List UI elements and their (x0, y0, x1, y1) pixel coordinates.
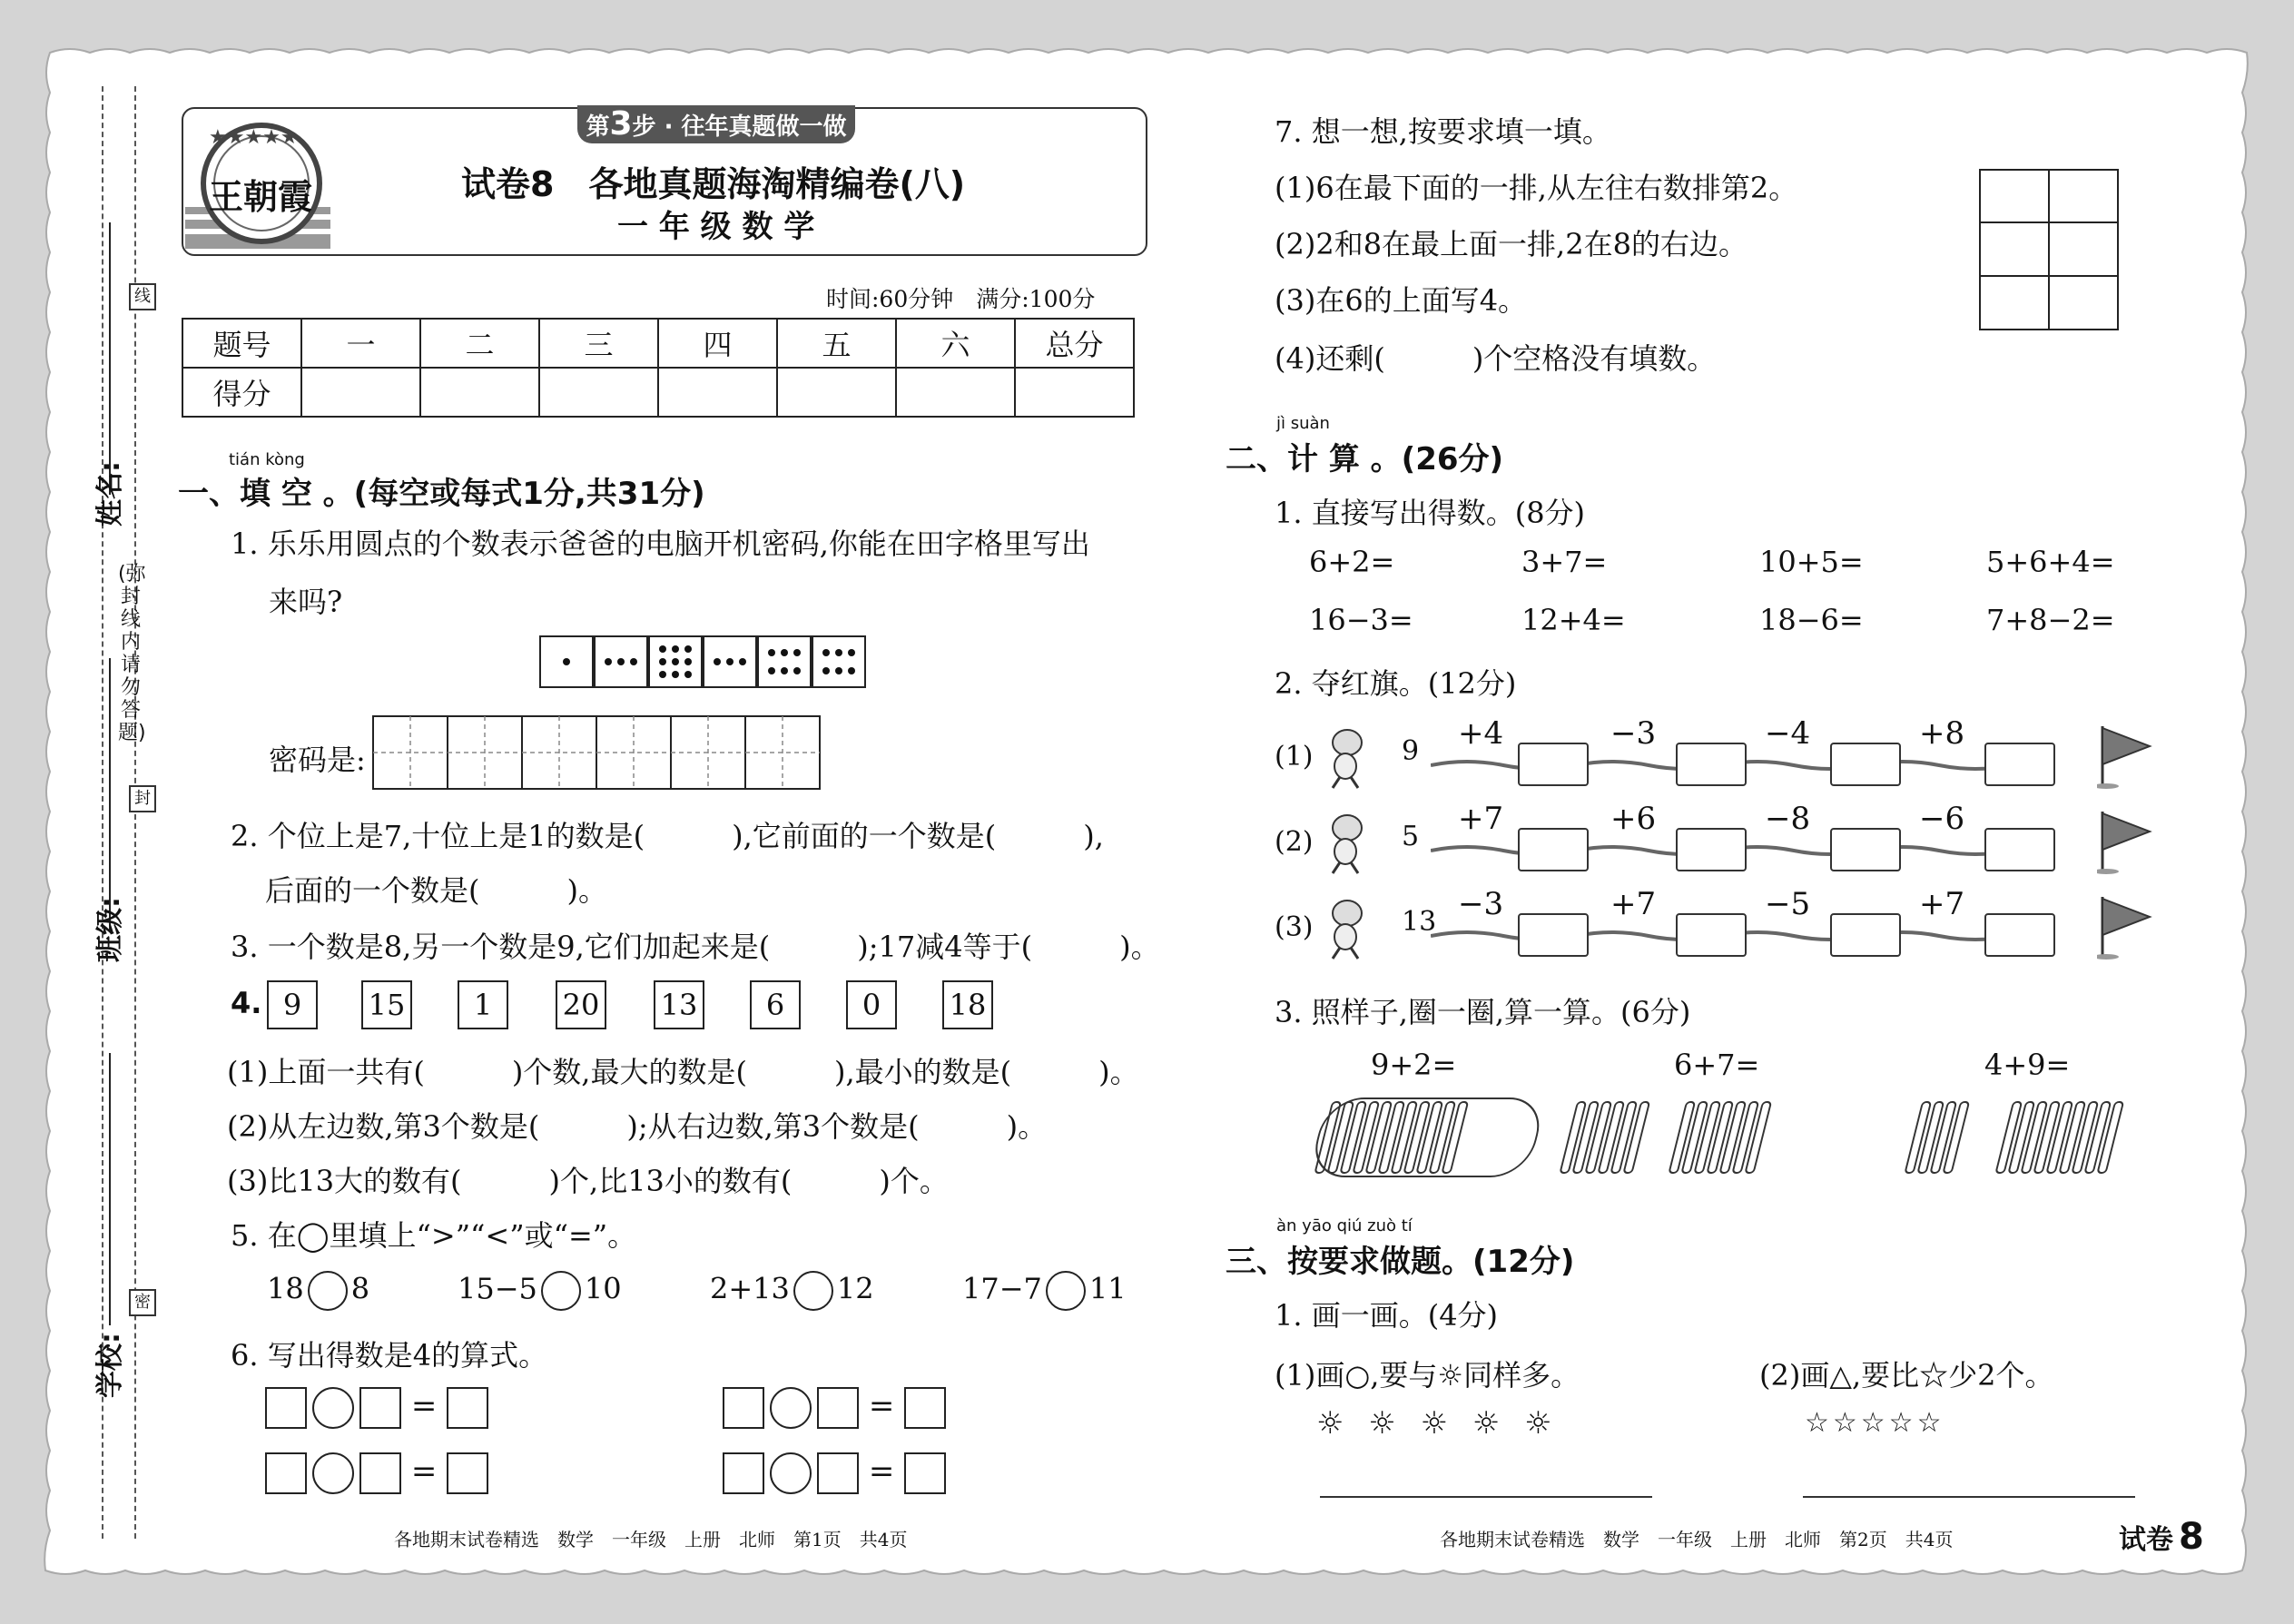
score-header-7: 总分 (1015, 319, 1134, 368)
section2-title: 二、计 算 。(26分) (1226, 441, 1504, 477)
red-flag-icon (2097, 808, 2155, 879)
q7-item-4: (4)还剩( )个空格没有填数。 (1275, 341, 1717, 376)
q6-equation-4[interactable]: = (723, 1452, 946, 1494)
q5-item-2: 15−5 10 (458, 1271, 622, 1311)
calc-6: 12+4= (1521, 603, 1626, 637)
score-cell[interactable] (420, 368, 539, 417)
q2-text-line2: 后面的一个数是( )。 (265, 873, 607, 908)
svg-text:★★★★★: ★★★★★ (209, 126, 299, 149)
q5-item-3: 2+13 12 (710, 1271, 874, 1311)
s3-q1-text: 1. 画一画。(4分) (1275, 1298, 1499, 1333)
score-cell[interactable] (1015, 368, 1134, 417)
race-start-number: 9 (1402, 735, 1420, 767)
compare-circle[interactable] (308, 1271, 348, 1311)
section1-pinyin: tián kòng (229, 450, 305, 469)
compare-circle[interactable] (541, 1271, 581, 1311)
race-operation: −4 (1765, 715, 1811, 752)
s2-q2-text: 2. 夺红旗。(12分) (1275, 666, 1517, 701)
circle-calc-3: 4+9= (1984, 1048, 2071, 1082)
compare-circle[interactable] (1046, 1271, 1086, 1311)
race-operation: +4 (1458, 715, 1504, 752)
q6-equation-3[interactable]: = (265, 1452, 488, 1494)
q4-label: 4. (231, 986, 262, 1020)
step-suffix: 步 · 往年真题做一做 (632, 113, 847, 141)
race-operation: −5 (1765, 886, 1811, 922)
logo (182, 107, 336, 254)
school-label: 学校: (94, 1333, 126, 1398)
q7-item-1: (1)6在最下面的一排,从左往右数排第2。 (1275, 171, 1798, 205)
name-blank[interactable] (109, 222, 111, 495)
race-answer-box[interactable] (1830, 743, 1901, 786)
section2-pinyin: jì suàn (1276, 414, 1330, 433)
race-start-number: 5 (1402, 821, 1420, 852)
s2-q3-text: 3. 照样子,圈一圈,算一算。(6分) (1275, 995, 1691, 1029)
score-header-5: 五 (777, 319, 896, 368)
q2-text-line1: 2. 个位上是7,十位上是1的数是( ),它前面的一个数是( ), (231, 819, 1104, 853)
race-answer-box[interactable] (1830, 913, 1901, 957)
race-operation: +6 (1610, 801, 1657, 837)
binding-note: (弥封线内请勿答题) (118, 563, 146, 744)
step-number: 3 (609, 105, 633, 143)
class-blank[interactable] (109, 658, 111, 930)
q3-text: 3. 一个数是8,另一个数是9,它们加起来是( );17减4等于( )。 (231, 930, 1160, 964)
race-answer-box[interactable] (1676, 828, 1747, 871)
race-answer-box[interactable] (1676, 913, 1747, 957)
score-cell[interactable] (896, 368, 1015, 417)
sun-icons: ☼ ☼ ☼ ☼ ☼ (1316, 1405, 1560, 1442)
race-operation: −8 (1765, 801, 1811, 837)
runner-animal-icon (1322, 724, 1369, 790)
number-box: 20 (556, 980, 606, 1029)
number-box: 0 (846, 980, 897, 1029)
q5-text: 5. 在◯里填上“>”“<”或“=”。 (231, 1218, 637, 1253)
race-operation: −3 (1610, 715, 1657, 752)
seal-mark: 封 (129, 785, 156, 812)
q6-equation-2[interactable]: = (723, 1387, 946, 1429)
race-start-number: 13 (1402, 906, 1437, 938)
race-label: (3) (1275, 911, 1314, 943)
q4-3-text: (3)比13大的数有( )个,比13小的数有( )个。 (227, 1164, 949, 1198)
draw-line-1[interactable] (1320, 1496, 1652, 1498)
q6-text: 6. 写出得数是4的算式。 (231, 1338, 548, 1373)
footer-right: 各地期末试卷精选 数学 一年级 上册 北师 第2页 共4页 (1440, 1529, 1954, 1550)
q5-item-4: 17−7 11 (962, 1271, 1127, 1311)
race-answer-box[interactable] (1518, 743, 1589, 786)
calc-8: 7+8−2= (1986, 603, 2115, 637)
q7-item-3: (3)在6的上面写4。 (1275, 283, 1528, 318)
race-operation: +7 (1919, 886, 1965, 922)
number-box: 15 (361, 980, 412, 1029)
s3-q1-1-text: (1)画○,要与☼同样多。 (1275, 1358, 1580, 1393)
calc-2: 3+7= (1521, 545, 1608, 579)
sticks-figure (1307, 1095, 2161, 1189)
race-answer-box[interactable] (1830, 828, 1901, 871)
runner-animal-icon (1322, 895, 1369, 960)
paper-tag: 试卷 8 (2119, 1516, 2204, 1558)
race-label: (1) (1275, 741, 1314, 773)
race-operation: −6 (1919, 801, 1965, 837)
circle-calc-2: 6+7= (1674, 1048, 1760, 1082)
s3-q1-2-text: (2)画△,要比☆少2个。 (1759, 1358, 2054, 1393)
number-box: 1 (458, 980, 508, 1029)
q6-equation-1[interactable]: = (265, 1387, 488, 1429)
score-header-2: 二 (420, 319, 539, 368)
race-answer-box[interactable] (1518, 828, 1589, 871)
draw-line-2[interactable] (1803, 1496, 2135, 1498)
score-cell[interactable] (301, 368, 420, 417)
red-flag-icon (2097, 893, 2155, 964)
circle-calc-1: 9+2= (1371, 1048, 1457, 1082)
number-box: 18 (942, 980, 993, 1029)
calc-3: 10+5= (1759, 545, 1864, 579)
time-info: 时间:60分钟 满分:100分 (826, 286, 1096, 312)
q7-item-2: (2)2和8在最上面一排,2在8的右边。 (1275, 227, 1748, 261)
calc-4: 5+6+4= (1986, 545, 2115, 579)
number-box: 6 (750, 980, 801, 1029)
red-flag-icon (2097, 723, 2155, 793)
race-operation: −3 (1458, 886, 1504, 922)
number-box: 9 (267, 980, 318, 1029)
score-cell[interactable] (777, 368, 896, 417)
q4-1-text: (1)上面一共有( )个数,最大的数是( ),最小的数是( )。 (227, 1055, 1139, 1089)
score-label: 得分 (182, 368, 301, 417)
score-header-3: 三 (539, 319, 658, 368)
race-operation: +8 (1919, 715, 1965, 752)
school-blank[interactable] (109, 1053, 111, 1325)
class-label: 班级: (94, 897, 126, 962)
dense-mark: 密 (129, 1289, 156, 1316)
tianzige-grid[interactable] (372, 715, 826, 795)
score-header-6: 六 (896, 319, 1015, 368)
score-header-0: 题号 (182, 319, 301, 368)
binding-dashed-line (102, 86, 103, 1539)
section1-title: 一、填 空 。(每空或每式1分,共31分) (178, 476, 705, 512)
score-table (182, 318, 1135, 418)
q4-2-text: (2)从左边数,第3个数是( );从右边数,第3个数是( )。 (227, 1109, 1048, 1144)
score-cell[interactable] (539, 368, 658, 417)
step-badge (577, 105, 855, 143)
line-mark: 线 (129, 283, 156, 310)
race-operation: +7 (1458, 801, 1504, 837)
race-label: (2) (1275, 826, 1314, 858)
q1-text-line1: 1. 乐乐用圆点的个数表示爸爸的电脑开机密码,你能在田字格里写出 (231, 527, 1090, 561)
q7-grid[interactable] (1979, 169, 2121, 336)
race-answer-box[interactable] (1984, 828, 2055, 871)
dot-cards (539, 635, 870, 688)
section3-pinyin: àn yāo qiú zuò tí (1276, 1216, 1413, 1235)
s2-q1-text: 1. 直接写出得数。(8分) (1275, 496, 1586, 530)
code-label: 密码是: (269, 743, 366, 777)
calc-5: 16−3= (1309, 603, 1413, 637)
score-header-4: 四 (658, 319, 777, 368)
logo-text: 王朝霞 (209, 176, 313, 217)
q7-title: 7. 想一想,按要求填一填。 (1275, 114, 1611, 149)
q5-item-1: 18 8 (267, 1271, 369, 1311)
section3-title: 三、按要求做题。(12分) (1226, 1244, 1575, 1280)
score-header-1: 一 (301, 319, 420, 368)
exam-title: 试卷8 各地真题海淘精编卷(八) (461, 164, 966, 204)
race-answer-box[interactable] (1984, 913, 2055, 957)
calc-1: 6+2= (1309, 545, 1395, 579)
race-operation: +7 (1610, 886, 1657, 922)
race-answer-box[interactable] (1984, 743, 2055, 786)
number-box: 13 (654, 980, 704, 1029)
name-label: 姓名: (94, 461, 126, 527)
q1-text-line2: 来吗? (269, 585, 343, 619)
exam-subtitle: 一 年 级 数 学 (617, 209, 815, 245)
score-cell[interactable] (658, 368, 777, 417)
compare-circle[interactable] (793, 1271, 833, 1311)
runner-animal-icon (1322, 810, 1369, 875)
step-prefix: 第 (586, 113, 610, 141)
race-answer-box[interactable] (1676, 743, 1747, 786)
footer-left: 各地期末试卷精选 数学 一年级 上册 北师 第1页 共4页 (394, 1529, 908, 1550)
race-answer-box[interactable] (1518, 913, 1589, 957)
calc-7: 18−6= (1759, 603, 1864, 637)
star-icons: ☆☆☆☆☆ (1805, 1407, 1945, 1439)
